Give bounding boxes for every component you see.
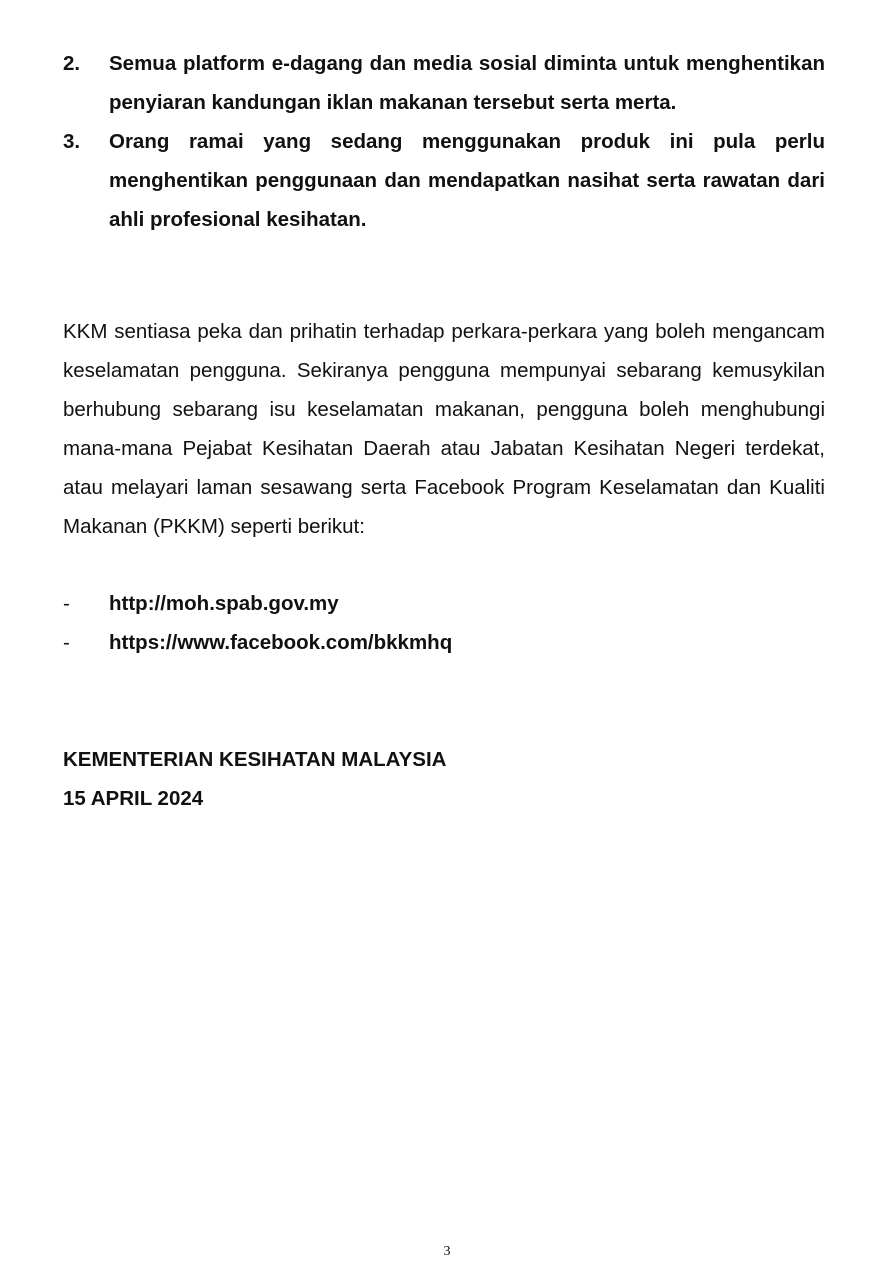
bullet-dash: - — [63, 631, 70, 654]
organization-name: KEMENTERIAN KESIHATAN MALAYSIA — [63, 748, 447, 771]
document-date: 15 APRIL 2024 — [63, 787, 204, 810]
item-number: 2. — [63, 52, 81, 75]
body-paragraph: KKM sentiasa peka dan prihatin terhadap perkara-perkara yang boleh mengancam keselamatan pengguna. Sekiranya pengguna mempunyai sebarang kemusykilan berhubung sebarang isu keselamatan makanan, pengguna boleh menghubungi mana-mana Pejabat Kesihatan Daerah atau Jabatan Kesihatan Negeri terdekat, atau melayari laman sesawang serta Facebook Program Keselamatan dan Kualiti Makanan (PKKM) seperti berikut: — [63, 320, 825, 538]
signature-block — [63, 740, 446, 818]
bullet-dash: - — [63, 592, 70, 615]
numbered-item-3 — [63, 122, 825, 239]
link-item-facebook — [63, 623, 825, 662]
item-text: Semua platform e-dagang dan media sosial diminta untuk menghentikan penyiaran kandungan iklan makanan tersebut serta merta. — [109, 52, 825, 114]
numbered-list — [63, 44, 825, 239]
page-number: 3 — [443, 1244, 451, 1259]
facebook-link[interactable]: https://www.facebook.com/bkkmhq — [109, 631, 453, 654]
item-text: Orang ramai yang sedang menggunakan produk ini pula perlu menghentikan penggunaan dan mendapatkan nasihat serta rawatan dari ahli profesional kesihatan. — [109, 130, 825, 231]
link-list — [63, 584, 825, 662]
link-item-website — [63, 584, 825, 623]
website-link[interactable]: http://moh.spab.gov.my — [109, 592, 339, 615]
numbered-item-2 — [63, 44, 825, 122]
item-number: 3. — [63, 130, 81, 153]
